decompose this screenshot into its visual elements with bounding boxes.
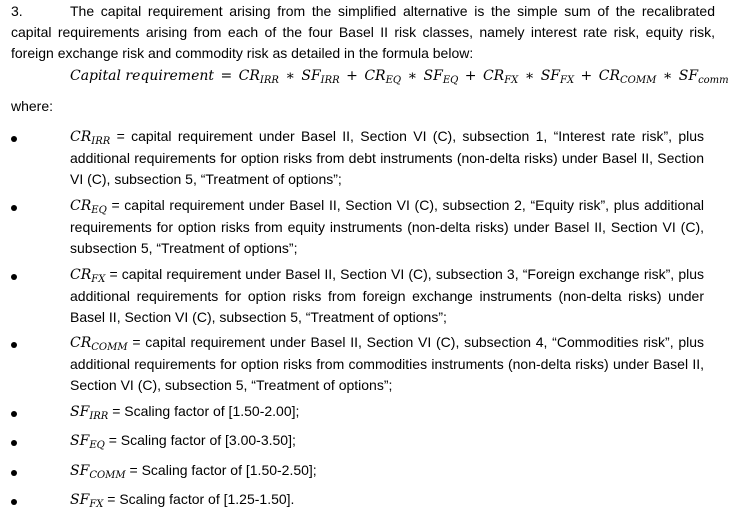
bullet-icon (11, 205, 17, 211)
bullet-icon (11, 411, 17, 417)
definition-text: $SF_{IRR}$ = Scaling factor of [1.50-2.00]; (70, 403, 300, 422)
bullet-icon (11, 136, 17, 142)
paragraph-text: The capital requirement arising from the simplified alternative is the simple sum of the recalibrated capital requirements arising from each of the four Basel II risk classes, namely interest rate risk, equity risk, foreign exchange risk and commodity risk as detailed in the formula below: (11, 3, 715, 61)
capital-requirement-formula (70, 66, 729, 87)
paragraph-3 (11, 1, 715, 64)
definition-text: $CR_{IRR}$ = capital requirement under Basel II, Section VI (C), subsection 1, “Interest rate risk”, plus additional requirements for option risks from debt instruments (non-delta risks) under Basel II, Section VI (C), subsection 5, “Treatment of options”; (70, 128, 705, 187)
formula-label: Capital requirement (70, 68, 215, 84)
bullet-icon (11, 342, 17, 348)
formula-term: $CR_{FX}$ ∗ $SF_{FX}$ (482, 68, 575, 86)
formula-equals: = (220, 68, 233, 84)
definition-text: $SF_{COMM}$ = Scaling factor of [1.50-2.50]; (70, 462, 317, 481)
definition-text: $SF_{EQ}$ = Scaling factor of [3.00-3.50]; (70, 432, 296, 451)
formula-term: $CR_{COMM}$ ∗ $SF_{comm}$ (598, 68, 729, 86)
bullet-icon (11, 470, 17, 476)
definition-text: $CR_{COMM}$ = capital requirement under Basel II, Section VI (C), subsection 4, “Commodities risk”, plus additional requirements for option risks from commodities instruments (non-delta risks) under Basel II, Section VI (C), subsection 5, “Treatment of options”; (70, 334, 705, 393)
definition-text: $SF_{FX}$ = Scaling factor of [1.25-1.50]. (70, 491, 295, 510)
formula-plus: + (464, 68, 477, 84)
where-label: where: (11, 98, 54, 114)
formula-term: $CR_{EQ}$ ∗ $SF_{EQ}$ (364, 68, 459, 86)
definition-text: $CR_{EQ}$ = capital requirement under Basel II, Section VI (C), subsection 2, “Equity risk”, plus additional requirements for option risks from equity instruments (non-delta risks) under Basel II, Section VI (C), subsection 5, “Treatment of options”; (70, 197, 705, 256)
bullet-icon (11, 274, 17, 280)
paragraph-number: 3. (11, 3, 23, 19)
definition-text: $CR_{FX}$ = capital requirement under Basel II, Section VI (C), subsection 3, “Foreign exchange risk”, plus additional requirements for option risks from foreign exchange instruments (non-delta risks) under Basel II, Section VI (C), subsection 5, “Treatment of options”; (70, 266, 705, 325)
formula-plus: + (346, 68, 358, 84)
formula-plus: + (580, 68, 593, 84)
bullet-icon (11, 440, 17, 446)
bullet-icon (11, 499, 17, 505)
formula-term: $CR_{IRR}$ ∗ $SF_{IRR}$ (238, 68, 340, 86)
